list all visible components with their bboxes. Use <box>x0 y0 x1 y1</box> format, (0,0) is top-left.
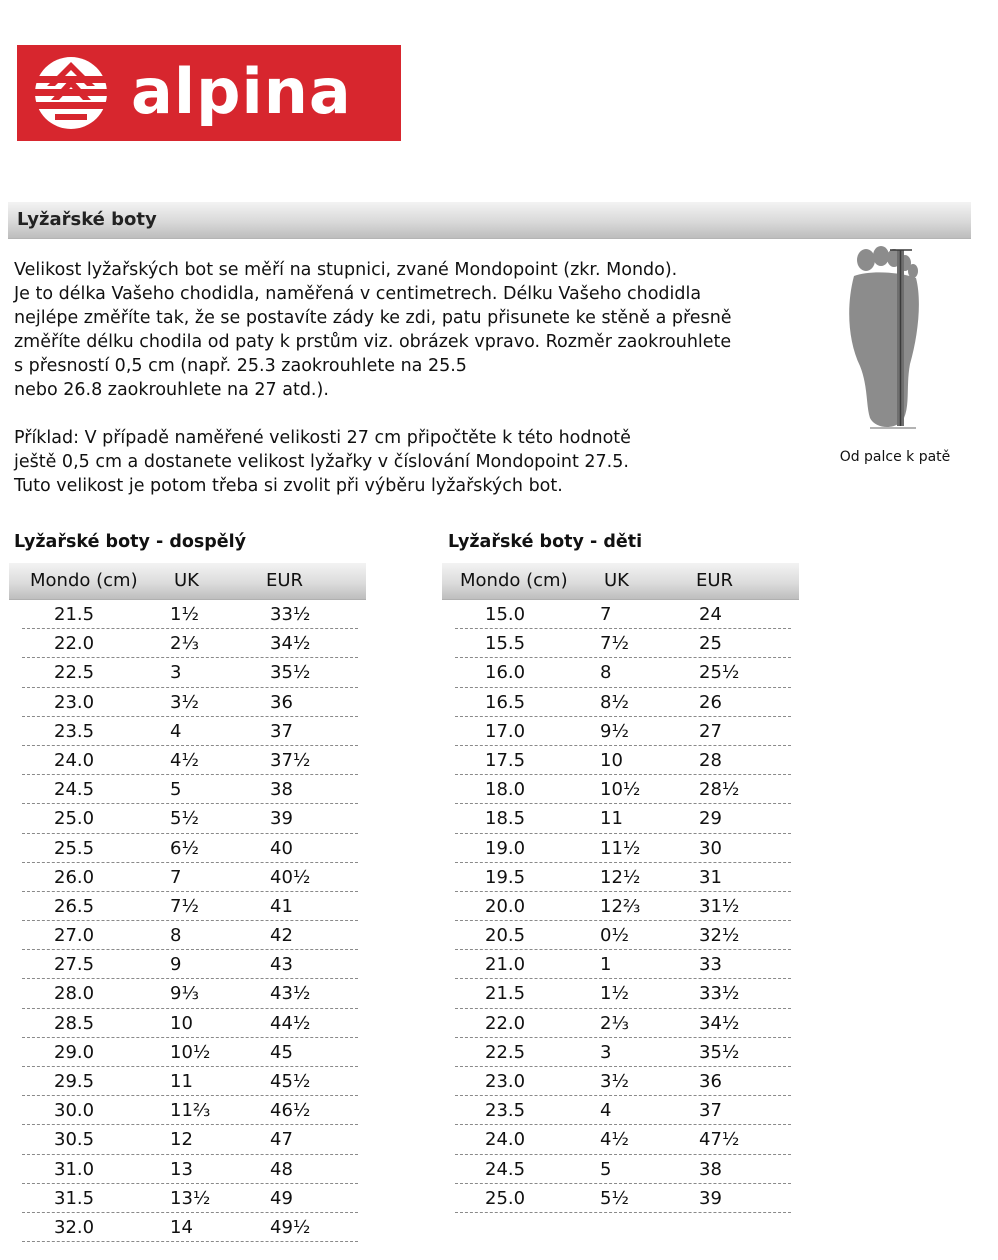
table-row <box>442 600 799 629</box>
cell-uk: 5 <box>600 1158 612 1180</box>
cell-eur: 28½ <box>699 779 740 801</box>
cell-mondo: 24.0 <box>485 1129 526 1151</box>
cell-mondo: 19.0 <box>485 837 526 859</box>
cell-eur: 48 <box>270 1158 293 1180</box>
table-row <box>9 950 366 979</box>
cell-mondo: 31.5 <box>54 1187 95 1209</box>
cell-eur: 37½ <box>270 749 311 771</box>
cell-eur: 47½ <box>699 1129 740 1151</box>
cell-mondo: 18.5 <box>485 808 526 830</box>
cell-eur: 27 <box>699 720 722 742</box>
table-row <box>9 921 366 950</box>
cell-eur: 49½ <box>270 1216 311 1238</box>
cell-eur: 38 <box>699 1158 722 1180</box>
cell-uk: 4 <box>600 1100 612 1122</box>
cell-eur: 40 <box>270 837 293 859</box>
table-row <box>9 1155 366 1184</box>
table-row <box>9 1184 366 1213</box>
table-row <box>442 1096 799 1125</box>
table-row <box>9 1213 366 1242</box>
cell-uk: 4½ <box>600 1129 629 1151</box>
table-row <box>442 658 799 687</box>
cell-mondo: 28.5 <box>54 1012 95 1034</box>
example-line: Příklad: V případě naměřené velikosti 27 cm připočtěte k této hodnotě <box>14 428 631 448</box>
table-row <box>442 1038 799 1067</box>
table-row <box>442 921 799 950</box>
cell-uk: 3 <box>170 662 182 684</box>
cell-mondo: 20.0 <box>485 895 526 917</box>
cell-mondo: 30.5 <box>54 1129 95 1151</box>
cell-mondo: 29.5 <box>54 1071 95 1092</box>
cell-eur: 36 <box>699 1071 722 1092</box>
cell-uk: 13 <box>170 1158 193 1180</box>
cell-uk: 1½ <box>170 604 199 625</box>
adult-table-title: Lyžařské boty - dospělý <box>14 532 247 552</box>
cell-uk: 5½ <box>170 808 199 830</box>
cell-uk: 3 <box>600 1041 612 1063</box>
cell-eur: 30 <box>699 837 722 859</box>
cell-eur: 26 <box>699 691 722 713</box>
cell-eur: 24 <box>699 604 722 625</box>
intro-line: nejlépe změříte tak, že se postavíte zády ke zdi, patu přisunete ke stěně a přesně <box>14 308 732 328</box>
table-row <box>442 1067 799 1096</box>
section-title: Lyžařské boty <box>17 209 157 230</box>
table-row <box>9 1096 366 1125</box>
cell-eur: 31½ <box>699 895 740 917</box>
cell-uk: 2⅓ <box>170 633 199 655</box>
table-row <box>442 746 799 775</box>
table-row <box>9 834 366 863</box>
header-uk: UK <box>174 570 199 591</box>
section-header <box>8 202 971 239</box>
cell-mondo: 25.0 <box>54 808 95 830</box>
cell-mondo: 19.5 <box>485 866 526 888</box>
cell-eur: 40½ <box>270 866 311 888</box>
intro-line: Je to délka Vašeho chodidla, naměřená v centimetrech. Délku Vašeho chodidla <box>14 284 702 304</box>
cell-uk: 10 <box>170 1012 193 1034</box>
kids-size-table <box>442 563 799 1213</box>
table-row <box>9 1009 366 1038</box>
table-row <box>442 1009 799 1038</box>
table-row <box>442 775 799 804</box>
table-row <box>442 688 799 717</box>
table-header <box>442 563 799 600</box>
cell-eur: 39 <box>699 1187 722 1209</box>
cell-eur: 31 <box>699 866 722 888</box>
cell-uk: 1½ <box>600 983 629 1005</box>
table-row <box>442 979 799 1008</box>
cell-mondo: 32.0 <box>54 1216 95 1238</box>
cell-uk: 11⅔ <box>170 1100 211 1122</box>
cell-eur: 29 <box>699 808 722 830</box>
cell-mondo: 26.5 <box>54 895 95 917</box>
cell-eur: 25½ <box>699 662 740 684</box>
cell-uk: 12½ <box>600 866 641 888</box>
cell-uk: 1 <box>600 954 612 976</box>
cell-mondo: 17.0 <box>485 720 526 742</box>
table-body <box>442 600 799 1213</box>
table-row <box>9 600 366 629</box>
cell-mondo: 18.0 <box>485 779 526 801</box>
cell-uk: 10 <box>600 749 623 771</box>
table-row <box>442 950 799 979</box>
intro-line: nebo 26.8 zaokrouhlete na 27 atd.). <box>14 380 329 400</box>
cell-uk: 8 <box>170 925 182 947</box>
cell-eur: 28 <box>699 749 722 771</box>
cell-mondo: 23.0 <box>485 1071 526 1092</box>
cell-uk: 13½ <box>170 1187 211 1209</box>
cell-eur: 37 <box>699 1100 722 1122</box>
cell-mondo: 26.0 <box>54 866 95 888</box>
table-row <box>442 804 799 833</box>
cell-uk: 7½ <box>600 633 629 655</box>
table-row <box>442 892 799 921</box>
cell-mondo: 15.5 <box>485 633 526 655</box>
alpina-logo <box>17 45 401 141</box>
header-uk: UK <box>604 570 629 591</box>
table-row <box>9 1038 366 1067</box>
intro-line: s přesností 0,5 cm (např. 25.3 zaokrouhlete na 25.5 <box>14 356 467 376</box>
cell-uk: 11 <box>170 1071 193 1092</box>
cell-mondo: 30.0 <box>54 1100 95 1122</box>
cell-eur: 34½ <box>699 1012 740 1034</box>
cell-uk: 4½ <box>170 749 199 771</box>
header-mondo: Mondo (cm) <box>30 570 138 591</box>
cell-eur: 43 <box>270 954 293 976</box>
table-row <box>9 746 366 775</box>
cell-eur: 35½ <box>270 662 311 684</box>
cell-mondo: 23.0 <box>54 691 95 713</box>
cell-uk: 3½ <box>170 691 199 713</box>
cell-uk: 11 <box>600 808 623 830</box>
cell-eur: 33½ <box>270 604 311 625</box>
cell-mondo: 21.0 <box>485 954 526 976</box>
cell-uk: 6½ <box>170 837 199 859</box>
cell-mondo: 22.0 <box>54 633 95 655</box>
cell-mondo: 25.0 <box>485 1187 526 1209</box>
header-eur: EUR <box>266 570 304 591</box>
cell-uk: 7 <box>170 866 182 888</box>
cell-uk: 11½ <box>600 837 641 859</box>
alpina-emblem-icon <box>33 56 109 130</box>
cell-uk: 12⅔ <box>600 895 641 917</box>
cell-uk: 10½ <box>170 1041 211 1063</box>
table-row <box>9 892 366 921</box>
intro-line: změříte délku chodila od paty k prstům viz. obrázek vpravo. Rozměr zaokrouhlete <box>14 332 732 352</box>
cell-eur: 44½ <box>270 1012 311 1034</box>
cell-mondo: 23.5 <box>485 1100 526 1122</box>
cell-eur: 34½ <box>270 633 311 655</box>
cell-eur: 35½ <box>699 1041 740 1063</box>
cell-mondo: 22.5 <box>54 662 95 684</box>
cell-mondo: 20.5 <box>485 925 526 947</box>
table-row <box>9 979 366 1008</box>
cell-uk: 7½ <box>170 895 199 917</box>
cell-mondo: 24.0 <box>54 749 95 771</box>
table-row <box>9 717 366 746</box>
cell-eur: 43½ <box>270 983 311 1005</box>
table-row <box>442 834 799 863</box>
cell-uk: 3½ <box>600 1071 629 1092</box>
cell-uk: 9 <box>170 954 182 976</box>
cell-mondo: 22.5 <box>485 1041 526 1063</box>
foot-measure-icon <box>840 246 930 434</box>
table-row <box>442 863 799 892</box>
example-line: ještě 0,5 cm a dostanete velikost lyžařky v číslování Mondopoint 27.5. <box>14 452 629 472</box>
table-row <box>442 1155 799 1184</box>
cell-mondo: 16.0 <box>485 662 526 684</box>
cell-mondo: 21.5 <box>485 983 526 1005</box>
table-row <box>9 863 366 892</box>
table-row <box>442 1125 799 1154</box>
table-row <box>442 629 799 658</box>
cell-eur: 45 <box>270 1041 293 1063</box>
table-row <box>9 1125 366 1154</box>
cell-eur: 37 <box>270 720 293 742</box>
cell-mondo: 31.0 <box>54 1158 95 1180</box>
cell-uk: 2⅓ <box>600 1012 629 1034</box>
cell-mondo: 24.5 <box>54 779 95 801</box>
cell-uk: 9½ <box>600 720 629 742</box>
table-row <box>9 804 366 833</box>
header-mondo: Mondo (cm) <box>460 570 568 591</box>
table-header <box>9 563 366 600</box>
cell-mondo: 27.5 <box>54 954 95 976</box>
cell-eur: 38 <box>270 779 293 801</box>
cell-eur: 33½ <box>699 983 740 1005</box>
cell-eur: 42 <box>270 925 293 947</box>
cell-mondo: 15.0 <box>485 604 526 625</box>
cell-mondo: 29.0 <box>54 1041 95 1063</box>
cell-eur: 46½ <box>270 1100 311 1122</box>
cell-uk: 8½ <box>600 691 629 713</box>
cell-eur: 47 <box>270 1129 293 1151</box>
table-row <box>442 717 799 746</box>
cell-eur: 33 <box>699 954 722 976</box>
cell-eur: 49 <box>270 1187 293 1209</box>
cell-mondo: 16.5 <box>485 691 526 713</box>
cell-mondo: 28.0 <box>54 983 95 1005</box>
cell-mondo: 25.5 <box>54 837 95 859</box>
table-row <box>9 688 366 717</box>
table-row <box>9 658 366 687</box>
kids-table-title: Lyžařské boty - děti <box>448 532 643 552</box>
cell-uk: 14 <box>170 1216 193 1238</box>
row-divider <box>22 1241 358 1242</box>
table-body <box>9 600 366 1242</box>
cell-uk: 5½ <box>600 1187 629 1209</box>
cell-mondo: 21.5 <box>54 604 95 625</box>
cell-uk: 5 <box>170 779 182 801</box>
cell-uk: 8 <box>600 662 612 684</box>
intro-line: Velikost lyžařských bot se měří na stupnici, zvané Mondopoint (zkr. Mondo). <box>14 260 678 280</box>
table-row <box>9 775 366 804</box>
cell-mondo: 17.5 <box>485 749 526 771</box>
cell-uk: 0½ <box>600 925 629 947</box>
cell-eur: 36 <box>270 691 293 713</box>
cell-eur: 45½ <box>270 1071 311 1092</box>
adult-size-table <box>9 563 366 1242</box>
cell-eur: 32½ <box>699 925 740 947</box>
cell-uk: 12 <box>170 1129 193 1151</box>
cell-eur: 25 <box>699 633 722 655</box>
example-line: Tuto velikost je potom třeba si zvolit při výběru lyžařských bot. <box>14 476 563 496</box>
intro-text <box>14 258 829 498</box>
logo-wordmark: alpina <box>131 55 352 128</box>
cell-uk: 7 <box>600 604 612 625</box>
cell-mondo: 23.5 <box>54 720 95 742</box>
cell-eur: 39 <box>270 808 293 830</box>
table-row <box>442 1184 799 1213</box>
cell-uk: 10½ <box>600 779 641 801</box>
cell-mondo: 27.0 <box>54 925 95 947</box>
cell-mondo: 22.0 <box>485 1012 526 1034</box>
cell-uk: 9⅓ <box>170 983 199 1005</box>
table-row <box>9 1067 366 1096</box>
row-divider <box>455 1212 791 1213</box>
foot-caption: Od palce k patě <box>839 449 951 465</box>
header-eur: EUR <box>696 570 734 591</box>
cell-uk: 4 <box>170 720 182 742</box>
cell-mondo: 24.5 <box>485 1158 526 1180</box>
table-row <box>9 629 366 658</box>
cell-eur: 41 <box>270 895 293 917</box>
